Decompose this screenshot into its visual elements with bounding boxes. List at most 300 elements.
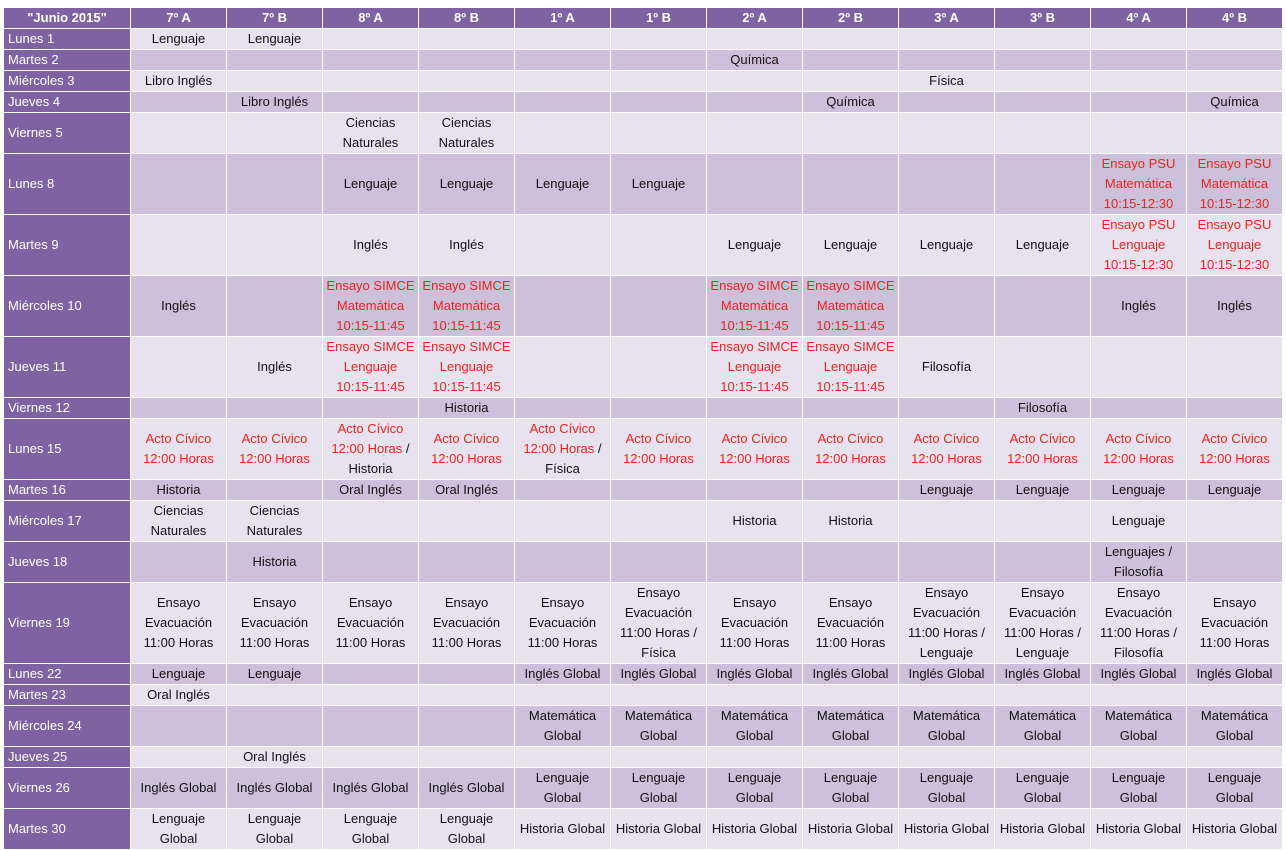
cell-text: Ensayo SIMCE [422, 339, 511, 354]
schedule-cell [515, 809, 611, 850]
cell-line [229, 613, 320, 633]
day-label: Martes 9 [4, 215, 131, 276]
cell-line [709, 337, 800, 357]
cell-text: Lenguaje [535, 770, 590, 785]
cell-text: 10:15-11:45 [432, 379, 501, 394]
schedule-cell [515, 276, 611, 337]
cell-line [421, 296, 512, 316]
schedule-cell [419, 276, 515, 337]
schedule-cell [131, 92, 227, 113]
cell-text: Lenguaje [1207, 237, 1262, 252]
schedule-cell [419, 92, 515, 113]
cell-line [325, 829, 416, 849]
schedule-cell [227, 583, 323, 664]
cell-line [1093, 562, 1184, 582]
cell-line [133, 71, 224, 91]
cell-text: Global [927, 790, 966, 805]
cell-text: 11:00 Horas [1199, 635, 1270, 650]
cell-text: Inglés Global [140, 780, 217, 795]
schedule-cell [707, 664, 803, 685]
schedule-cell [611, 768, 707, 809]
table-row [4, 154, 1283, 215]
cell-text: Inglés [1121, 298, 1156, 313]
cell-text: Ensayo [1020, 585, 1065, 600]
schedule-cell [515, 337, 611, 398]
schedule-cell [803, 276, 899, 337]
cell-line [901, 788, 992, 808]
cell-text: Historia Global [903, 821, 990, 836]
schedule-cell [419, 501, 515, 542]
table-row [4, 685, 1283, 706]
schedule-cell [707, 50, 803, 71]
cell-text: Matemática [528, 708, 597, 723]
schedule-cell [419, 480, 515, 501]
cell-text: 11:00 Horas / [1099, 625, 1178, 640]
cell-line [325, 809, 416, 829]
cell-line [901, 768, 992, 788]
cell-line [421, 398, 512, 418]
cell-line [133, 664, 224, 684]
cell-text: Matemática [1200, 708, 1269, 723]
cell-text: 11:00 Horas [335, 635, 406, 650]
day-label: Viernes 19 [4, 583, 131, 664]
day-label: Miércoles 17 [4, 501, 131, 542]
cell-text: Filosofía [1017, 400, 1068, 415]
cell-text: Historia Global [1095, 821, 1182, 836]
cell-line [901, 429, 992, 449]
schedule-cell [419, 664, 515, 685]
schedule-cell [515, 768, 611, 809]
cell-line [421, 778, 512, 798]
cell-text: Inglés Global [1004, 666, 1081, 681]
schedule-cell [419, 419, 515, 480]
schedule-cell [419, 685, 515, 706]
cell-line [229, 501, 320, 521]
cell-line [325, 593, 416, 613]
schedule-cell [323, 747, 419, 768]
cell-line [805, 726, 896, 746]
schedule-cell [611, 215, 707, 276]
cell-line [613, 583, 704, 603]
schedule-cell [611, 71, 707, 92]
cell-text: Global [1023, 728, 1062, 743]
table-row [4, 113, 1283, 154]
schedule-cell [323, 480, 419, 501]
cell-text: 10:15-12:30 [1199, 196, 1270, 211]
cell-line [517, 459, 608, 479]
cell-text: Historia [156, 482, 201, 497]
cell-text: Ensayo [540, 595, 585, 610]
cell-text: Matemática [720, 298, 789, 313]
cell-line [325, 276, 416, 296]
cell-text: Lenguaje [823, 359, 878, 374]
schedule-cell [707, 29, 803, 50]
schedule-cell [803, 215, 899, 276]
schedule-cell [419, 154, 515, 215]
cell-line [901, 603, 992, 623]
schedule-cell [803, 113, 899, 154]
cell-text: Química [730, 52, 779, 67]
cell-line [229, 29, 320, 49]
cell-text: 11:00 Horas [815, 635, 886, 650]
day-label: Viernes 5 [4, 113, 131, 154]
table-row [4, 29, 1283, 50]
table-row [4, 583, 1283, 664]
cell-line [1093, 583, 1184, 603]
cell-text: Ensayo PSU [1101, 156, 1176, 171]
schedule-cell [899, 419, 995, 480]
cell-line [325, 357, 416, 377]
day-label: Jueves 4 [4, 92, 131, 113]
cell-text: Lenguaje [1015, 770, 1070, 785]
cell-line [1189, 633, 1280, 653]
cell-text: Historia [828, 513, 873, 528]
cell-line [1093, 296, 1184, 316]
cell-text: Filosofía [921, 359, 972, 374]
cell-text: Global [639, 790, 678, 805]
cell-line [805, 276, 896, 296]
schedule-cell [707, 809, 803, 850]
table-row [4, 664, 1283, 685]
cell-text: Ensayo [732, 595, 777, 610]
cell-text: Ensayo [1116, 585, 1161, 600]
schedule-cell [611, 747, 707, 768]
cell-line [901, 480, 992, 500]
schedule-cell [323, 542, 419, 583]
schedule-cell [515, 113, 611, 154]
schedule-cell [131, 809, 227, 850]
cell-text: Inglés [257, 359, 292, 374]
schedule-cell [995, 50, 1091, 71]
cell-line [517, 706, 608, 726]
cell-text: Lenguaje [919, 237, 974, 252]
cell-line [421, 316, 512, 336]
schedule-cell [995, 768, 1091, 809]
cell-line [229, 633, 320, 653]
cell-line [805, 664, 896, 684]
schedule-cell [803, 154, 899, 215]
cell-line [901, 71, 992, 91]
schedule-cell [227, 419, 323, 480]
cell-text: Acto Cívico [913, 431, 980, 446]
cell-text: 12:00 Horas [143, 451, 214, 466]
cell-text: Ensayo SIMCE [806, 278, 895, 293]
schedule-cell [611, 664, 707, 685]
cell-line [997, 623, 1088, 643]
cell-line [229, 809, 320, 829]
cell-line [421, 357, 512, 377]
cell-line [1093, 819, 1184, 839]
schedule-cell [1187, 501, 1283, 542]
column-header: 2º A [707, 8, 803, 29]
cell-line [229, 593, 320, 613]
schedule-cell [323, 71, 419, 92]
schedule-cell [227, 92, 323, 113]
cell-line [1189, 194, 1280, 214]
cell-line [709, 788, 800, 808]
cell-line [613, 603, 704, 623]
cell-line [325, 480, 416, 500]
schedule-cell [1091, 215, 1187, 276]
schedule-cell [803, 480, 899, 501]
schedule-cell [899, 747, 995, 768]
cell-line [997, 429, 1088, 449]
schedule-cell [995, 706, 1091, 747]
cell-line [1189, 819, 1280, 839]
cell-text: Historia [348, 461, 393, 476]
column-header: 4º B [1187, 8, 1283, 29]
schedule-cell [1187, 398, 1283, 419]
cell-line [133, 29, 224, 49]
cell-line [613, 623, 704, 643]
cell-text: Acto Cívico [817, 431, 884, 446]
column-header: 1º A [515, 8, 611, 29]
cell-text: Ensayo SIMCE [326, 339, 415, 354]
cell-text: Matemática [1104, 708, 1173, 723]
cell-line [709, 316, 800, 336]
cell-text: Naturales [438, 135, 495, 150]
cell-line [325, 439, 416, 459]
cell-text: Lenguaje [1207, 770, 1262, 785]
cell-text: 12:00 Horas [431, 451, 502, 466]
day-label: Martes 23 [4, 685, 131, 706]
schedule-cell [995, 71, 1091, 92]
schedule-cell [1091, 398, 1187, 419]
table-row [4, 337, 1283, 398]
cell-line [421, 276, 512, 296]
cell-text: Inglés Global [812, 666, 889, 681]
schedule-cell [899, 113, 995, 154]
schedule-cell [515, 419, 611, 480]
cell-line [1093, 623, 1184, 643]
cell-line [421, 613, 512, 633]
cell-line [1189, 154, 1280, 174]
cell-line [325, 113, 416, 133]
day-label: Miércoles 24 [4, 706, 131, 747]
schedule-cell [1187, 50, 1283, 71]
cell-text: Lenguaje [727, 237, 782, 252]
schedule-cell [227, 809, 323, 850]
schedule-cell [611, 706, 707, 747]
cell-line [805, 296, 896, 316]
cell-line [613, 429, 704, 449]
schedule-cell [515, 92, 611, 113]
cell-text: Historia Global [999, 821, 1086, 836]
cell-text: Global [351, 831, 390, 846]
cell-text: Acto Cívico [337, 421, 404, 436]
cell-line [613, 449, 704, 469]
schedule-cell [1187, 337, 1283, 398]
schedule-cell [995, 398, 1091, 419]
cell-text: Acto Cívico [241, 431, 308, 446]
cell-line [709, 296, 800, 316]
cell-text: Evacuación [1104, 605, 1173, 620]
cell-text: 10:15-11:45 [720, 379, 789, 394]
schedule-cell [707, 685, 803, 706]
schedule-cell [419, 768, 515, 809]
cell-line [133, 613, 224, 633]
schedule-cell [899, 71, 995, 92]
table-row [4, 542, 1283, 583]
schedule-cell [131, 154, 227, 215]
cell-text: Naturales [246, 523, 303, 538]
calendar-table [3, 7, 1283, 850]
cell-line [517, 593, 608, 613]
cell-line [805, 613, 896, 633]
cell-line [901, 357, 992, 377]
cell-text: Matemática [1008, 708, 1077, 723]
cell-text: 10:15-12:30 [1103, 196, 1174, 211]
cell-text: Libro Inglés [240, 94, 309, 109]
cell-text: Lenguaje [535, 176, 590, 191]
cell-line [1093, 706, 1184, 726]
schedule-cell [419, 29, 515, 50]
cell-text: Ensayo [348, 595, 393, 610]
schedule-cell [995, 542, 1091, 583]
cell-text: 11:00 Horas [719, 635, 790, 650]
schedule-cell [995, 685, 1091, 706]
schedule-cell [611, 419, 707, 480]
cell-text: Global [1119, 728, 1158, 743]
schedule-cell [131, 50, 227, 71]
schedule-cell [899, 664, 995, 685]
schedule-cell [323, 337, 419, 398]
cell-line [613, 643, 704, 663]
cell-text: Lenguaje [247, 31, 302, 46]
cell-line [1093, 429, 1184, 449]
column-header: 8º B [419, 8, 515, 29]
cell-text: Lenguaje [1015, 237, 1070, 252]
schedule-cell [515, 501, 611, 542]
schedule-cell [323, 685, 419, 706]
cell-line [1093, 726, 1184, 746]
cell-text: 12:00 Horas [331, 441, 403, 456]
cell-text: Lenguaje [1111, 770, 1166, 785]
cell-line [997, 664, 1088, 684]
cell-line [421, 337, 512, 357]
cell-text: Lenguaje [151, 31, 206, 46]
schedule-cell [803, 92, 899, 113]
schedule-cell [515, 50, 611, 71]
cell-text: Física [545, 461, 580, 476]
cell-text: 10:15-11:45 [816, 318, 885, 333]
cell-text: 12:00 Horas [1007, 451, 1078, 466]
cell-line [805, 511, 896, 531]
schedule-cell [707, 398, 803, 419]
schedule-cell [611, 29, 707, 50]
schedule-cell [611, 583, 707, 664]
cell-line [133, 449, 224, 469]
cell-line [805, 706, 896, 726]
cell-text: Ciencias [153, 503, 204, 518]
schedule-cell [419, 747, 515, 768]
cell-text: Ensayo SIMCE [710, 278, 799, 293]
cell-line [805, 377, 896, 397]
cell-line [1189, 235, 1280, 255]
cell-text: Lenguaje [439, 359, 494, 374]
schedule-cell [131, 71, 227, 92]
schedule-cell [1187, 419, 1283, 480]
cell-line [709, 357, 800, 377]
cell-line [133, 593, 224, 613]
cell-text: 12:00 Horas [239, 451, 310, 466]
cell-text: Matemática [1104, 176, 1173, 191]
schedule-cell [1091, 71, 1187, 92]
schedule-cell [899, 215, 995, 276]
cell-line [517, 768, 608, 788]
cell-text: Evacuación [1200, 615, 1269, 630]
cell-text: Evacuación [432, 615, 501, 630]
cell-text: Matemática [912, 708, 981, 723]
cell-line [613, 768, 704, 788]
schedule-cell [1187, 685, 1283, 706]
cell-line [997, 449, 1088, 469]
cell-line [1189, 174, 1280, 194]
cell-line [421, 377, 512, 397]
cell-line [613, 174, 704, 194]
schedule-cell [899, 480, 995, 501]
schedule-cell [899, 768, 995, 809]
cell-line [133, 829, 224, 849]
cell-text: 12:00 Horas [1103, 451, 1174, 466]
cell-text: Historia [444, 400, 489, 415]
schedule-cell [995, 29, 1091, 50]
cell-line [229, 521, 320, 541]
cell-line [1189, 215, 1280, 235]
cell-line [1189, 255, 1280, 275]
cell-text: Global [927, 728, 966, 743]
schedule-cell [611, 92, 707, 113]
schedule-cell [131, 419, 227, 480]
day-label: Viernes 26 [4, 768, 131, 809]
schedule-cell [1187, 768, 1283, 809]
schedule-cell [323, 768, 419, 809]
schedule-cell [1091, 747, 1187, 768]
schedule-cell [1091, 583, 1187, 664]
cell-text: Física [641, 645, 676, 660]
cell-text: Matemática [720, 708, 789, 723]
schedule-cell [1091, 113, 1187, 154]
cell-line [229, 449, 320, 469]
cell-text: Lenguaje [823, 770, 878, 785]
cell-line [997, 583, 1088, 603]
cell-text: 11:00 Horas [143, 635, 214, 650]
cell-line [133, 633, 224, 653]
schedule-cell [995, 215, 1091, 276]
schedule-cell [515, 542, 611, 583]
cell-text: Lenguaje [247, 811, 302, 826]
schedule-cell [1187, 215, 1283, 276]
cell-text: Lenguaje [1111, 513, 1166, 528]
cell-line [901, 449, 992, 469]
cell-line [325, 419, 416, 439]
schedule-cell [995, 583, 1091, 664]
cell-text: Global [447, 831, 486, 846]
schedule-cell [227, 685, 323, 706]
cell-text: 10:15-11:45 [816, 379, 885, 394]
schedule-cell [131, 768, 227, 809]
cell-text: Global [735, 790, 774, 805]
cell-line [997, 768, 1088, 788]
header-row [4, 8, 1283, 29]
column-header: 2º B [803, 8, 899, 29]
cell-text: Historia Global [807, 821, 894, 836]
cell-text: Ensayo [636, 585, 681, 600]
cell-line [517, 613, 608, 633]
schedule-cell [131, 480, 227, 501]
schedule-cell [1091, 542, 1187, 583]
cell-text: Oral Inglés [435, 482, 498, 497]
